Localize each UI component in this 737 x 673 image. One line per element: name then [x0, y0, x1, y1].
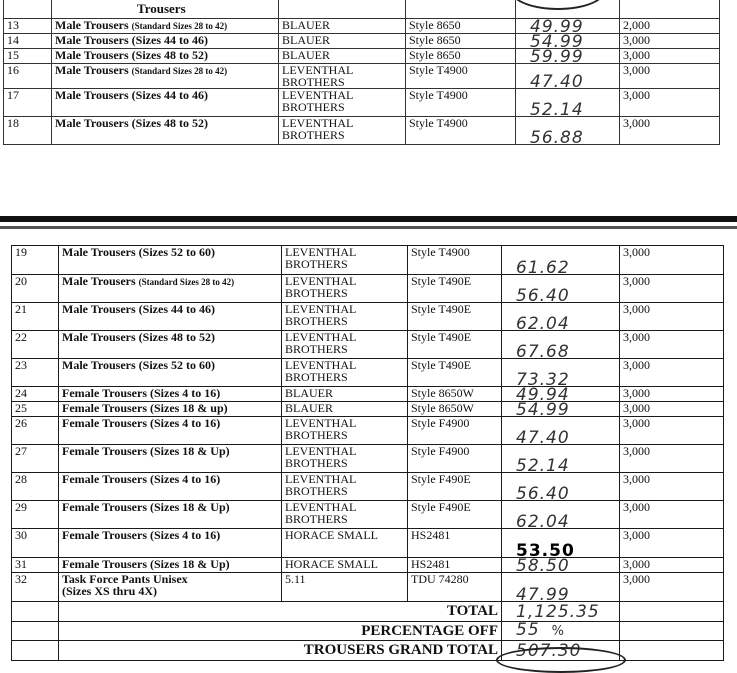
- item-name: Male Trousers: [55, 18, 129, 32]
- item-size: (Sizes 48 to 52): [131, 116, 208, 130]
- item-description: [52, 34, 279, 49]
- item-size: (Sizes 4 to 16): [149, 528, 221, 542]
- item-brand: 5.11: [282, 573, 408, 602]
- item-name: Male Trousers: [55, 88, 129, 102]
- item-size: (Sizes 52 to 60): [138, 358, 215, 372]
- item-quantity: 3,000: [620, 387, 724, 402]
- item-number: 28: [12, 473, 59, 501]
- item-size: (Sizes 18 & Up): [149, 444, 230, 458]
- item-brand: LEVENTHAL BROTHERS: [279, 64, 406, 89]
- table-row: [12, 417, 724, 445]
- item-price: 49.94: [502, 387, 620, 402]
- item-brand: BLAUER: [279, 19, 406, 34]
- table-row: [12, 445, 724, 473]
- item-name: Female Trousers: [62, 416, 147, 430]
- item-size: (Sizes 18 & up): [149, 401, 228, 415]
- table-row: [12, 275, 724, 303]
- item-style: Style T4900: [406, 64, 516, 89]
- section-header-label: Trousers: [52, 0, 279, 19]
- table-row: [12, 331, 724, 359]
- item-name: Male Trousers: [55, 116, 129, 130]
- item-style: HS2481: [408, 529, 502, 558]
- item-style: Style T490E: [408, 359, 502, 387]
- item-description: [59, 473, 282, 501]
- item-name: Male Trousers: [62, 302, 136, 316]
- item-price: 56.40: [502, 275, 620, 303]
- item-style: Style T490E: [408, 331, 502, 359]
- item-quantity: 3,000: [620, 501, 724, 529]
- item-number: 31: [12, 558, 59, 573]
- empty-cell: [620, 622, 724, 641]
- item-number: 14: [4, 34, 52, 49]
- total-value-text: 1,125.35: [516, 601, 600, 622]
- item-brand: HORACE SMALL: [282, 558, 408, 573]
- total-value: [502, 602, 620, 622]
- item-style: Style 8650W: [408, 402, 502, 417]
- percentage-label: PERCENTAGE OFF: [59, 622, 502, 641]
- item-price: 49.99: [516, 19, 620, 34]
- item-name: Male Trousers: [62, 330, 136, 344]
- item-description: [59, 331, 282, 359]
- item-name: Male Trousers: [62, 358, 136, 372]
- item-price: 61.62: [502, 246, 620, 275]
- item-description: [59, 417, 282, 445]
- percentage-row: [12, 622, 724, 641]
- item-price: 52.14: [516, 89, 620, 117]
- item-style: Style F490E: [408, 501, 502, 529]
- table-row: [12, 246, 724, 275]
- table-row: [4, 64, 720, 89]
- item-number: 13: [4, 19, 52, 34]
- item-quantity: 3,000: [620, 303, 724, 331]
- total-label: TOTAL: [59, 602, 502, 622]
- item-brand: LEVENTHAL BROTHERS: [282, 303, 408, 331]
- item-description: [52, 89, 279, 117]
- item-brand: LEVENTHAL BROTHERS: [282, 359, 408, 387]
- item-number: 20: [12, 275, 59, 303]
- item-style: Style 8650: [406, 34, 516, 49]
- item-size: (Sizes XS thru 4X): [62, 584, 157, 598]
- item-size: (Standard Sizes 28 to 42): [138, 277, 235, 287]
- section-header-row: [4, 0, 720, 19]
- table-row: [12, 473, 724, 501]
- item-style: Style T4900: [406, 117, 516, 145]
- item-number: 27: [12, 445, 59, 473]
- item-size: (Sizes 18 & Up): [149, 557, 230, 571]
- empty-cell: [12, 602, 59, 622]
- empty-cell: [620, 602, 724, 622]
- item-style: Style T4900: [406, 89, 516, 117]
- item-price: 73.32: [502, 359, 620, 387]
- item-quantity: 3,000: [620, 417, 724, 445]
- table-row: [12, 402, 724, 417]
- grand-total-circle-mark: [496, 647, 626, 673]
- item-price: 54.99: [516, 34, 620, 49]
- item-size: (Sizes 4 to 16): [149, 416, 221, 430]
- item-price: 56.40: [502, 473, 620, 501]
- item-size: (Sizes 48 to 52): [131, 48, 208, 62]
- item-description: [59, 501, 282, 529]
- total-row: [12, 602, 724, 622]
- item-name: Female Trousers: [62, 444, 147, 458]
- item-brand: LEVENTHAL BROTHERS: [282, 501, 408, 529]
- item-brand: LEVENTHAL BROTHERS: [282, 275, 408, 303]
- item-size: (Standard Sizes 28 to 42): [131, 66, 228, 76]
- item-price: 56.88: [516, 117, 620, 145]
- table-row: [12, 501, 724, 529]
- item-quantity: 3,000: [620, 117, 720, 145]
- item-name: Male Trousers: [55, 48, 129, 62]
- item-quantity: 3,000: [620, 246, 724, 275]
- item-number: 23: [12, 359, 59, 387]
- item-brand: BLAUER: [279, 34, 406, 49]
- item-style: HS2481: [408, 558, 502, 573]
- item-style: Style T490E: [408, 275, 502, 303]
- item-number: 24: [12, 387, 59, 402]
- item-description: [59, 387, 282, 402]
- table-row: [4, 34, 720, 49]
- item-quantity: 3,000: [620, 331, 724, 359]
- item-price: 59.99: [516, 49, 620, 64]
- page-separator: [0, 216, 737, 222]
- item-size: (Sizes 44 to 46): [131, 88, 208, 102]
- item-name: Female Trousers: [62, 386, 147, 400]
- item-quantity: 3,000: [620, 445, 724, 473]
- item-size: (Sizes 48 to 52): [138, 330, 215, 344]
- item-size: (Sizes 4 to 16): [149, 386, 221, 400]
- item-brand: LEVENTHAL BROTHERS: [282, 473, 408, 501]
- item-description: [52, 64, 279, 89]
- table-row: [12, 303, 724, 331]
- item-brand: BLAUER: [282, 387, 408, 402]
- item-number: 26: [12, 417, 59, 445]
- item-name: Female Trousers: [62, 500, 147, 514]
- item-quantity: 3,000: [620, 89, 720, 117]
- top-price-table: [3, 0, 720, 145]
- item-style: Style F490E: [408, 473, 502, 501]
- item-quantity: 3,000: [620, 359, 724, 387]
- percentage-value-text: 55: [516, 621, 540, 640]
- item-style: Style 8650: [406, 49, 516, 64]
- item-brand: BLAUER: [279, 49, 406, 64]
- table-row: [12, 359, 724, 387]
- item-number: 15: [4, 49, 52, 64]
- grand-total-label: TROUSERS GRAND TOTAL: [59, 641, 502, 661]
- table-row: [12, 573, 724, 602]
- item-name: Male Trousers: [55, 33, 129, 47]
- page-separator-shadow: [0, 226, 737, 229]
- percentage-value: [502, 622, 620, 641]
- item-number: 19: [12, 246, 59, 275]
- item-price: 47.99: [502, 573, 620, 602]
- item-quantity: 3,000: [620, 64, 720, 89]
- item-size: (Sizes 4 to 16): [149, 472, 221, 486]
- item-name: Female Trousers: [62, 472, 147, 486]
- item-quantity: 3,000: [620, 558, 724, 573]
- item-quantity: 3,000: [620, 275, 724, 303]
- item-description: [59, 529, 282, 558]
- item-number: 29: [12, 501, 59, 529]
- item-brand: BLAUER: [282, 402, 408, 417]
- item-style: Style T4900: [408, 246, 502, 275]
- item-size: (Sizes 18 & Up): [149, 500, 230, 514]
- item-price: 54.99: [502, 402, 620, 417]
- item-price: 67.68: [502, 331, 620, 359]
- item-description: [59, 402, 282, 417]
- item-price: 62.04: [502, 303, 620, 331]
- grand-total-value-text: 507.30: [516, 640, 582, 661]
- table-row: [4, 89, 720, 117]
- item-price: 52.14: [502, 445, 620, 473]
- item-description: [52, 49, 279, 64]
- item-description: [59, 303, 282, 331]
- item-brand: LEVENTHAL BROTHERS: [282, 445, 408, 473]
- item-size: (Sizes 44 to 46): [131, 33, 208, 47]
- item-quantity: 3,000: [620, 573, 724, 602]
- item-name: Task Force Pants Unisex: [62, 572, 188, 586]
- item-brand: LEVENTHAL BROTHERS: [282, 331, 408, 359]
- bottom-price-table: [11, 245, 724, 661]
- item-style: Style F4900: [408, 445, 502, 473]
- item-brand: HORACE SMALL: [282, 529, 408, 558]
- item-number: 18: [4, 117, 52, 145]
- table-row: [12, 558, 724, 573]
- item-description: [52, 117, 279, 145]
- item-description: [59, 558, 282, 573]
- item-style: TDU 74280: [408, 573, 502, 602]
- table-row: [4, 19, 720, 34]
- item-quantity: 3,000: [620, 402, 724, 417]
- item-style: Style 8650W: [408, 387, 502, 402]
- item-description: [59, 246, 282, 275]
- table-row: [4, 117, 720, 145]
- table-row: [4, 49, 720, 64]
- item-quantity: 3,000: [620, 473, 724, 501]
- item-style: Style 8650: [406, 19, 516, 34]
- item-quantity: 3,000: [620, 34, 720, 49]
- percent-sign: %: [551, 624, 565, 639]
- empty-cell: [620, 641, 724, 661]
- table-row: [12, 529, 724, 558]
- item-number: 17: [4, 89, 52, 117]
- item-name: Male Trousers: [55, 63, 129, 77]
- item-description: [59, 359, 282, 387]
- item-price: 62.04: [502, 501, 620, 529]
- empty-cell: [12, 641, 59, 661]
- item-name: Female Trousers: [62, 528, 147, 542]
- item-number: 22: [12, 331, 59, 359]
- item-name: Male Trousers: [62, 245, 136, 259]
- item-name: Female Trousers: [62, 401, 147, 415]
- item-description: [52, 19, 279, 34]
- item-price: 53.50: [502, 529, 620, 558]
- item-brand: LEVENTHAL BROTHERS: [282, 417, 408, 445]
- item-number: 30: [12, 529, 59, 558]
- item-brand: LEVENTHAL BROTHERS: [279, 89, 406, 117]
- item-style: Style F4900: [408, 417, 502, 445]
- item-price: 47.40: [502, 417, 620, 445]
- item-size: (Sizes 44 to 46): [138, 302, 215, 316]
- item-price: 47.40: [516, 64, 620, 89]
- item-brand: LEVENTHAL BROTHERS: [279, 117, 406, 145]
- item-description: [59, 445, 282, 473]
- item-quantity: 3,000: [620, 49, 720, 64]
- item-number: 21: [12, 303, 59, 331]
- item-number: 25: [12, 402, 59, 417]
- item-size: (Standard Sizes 28 to 42): [131, 21, 228, 31]
- item-size: (Sizes 52 to 60): [138, 245, 215, 259]
- item-number: 16: [4, 64, 52, 89]
- table-row: [12, 387, 724, 402]
- item-brand: LEVENTHAL BROTHERS: [282, 246, 408, 275]
- item-name: Male Trousers: [62, 274, 136, 288]
- empty-cell: [12, 622, 59, 641]
- item-quantity: 3,000: [620, 529, 724, 558]
- item-style: Style T490E: [408, 303, 502, 331]
- item-price: 58.50: [502, 558, 620, 573]
- item-quantity: 2,000: [620, 19, 720, 34]
- item-name: Female Trousers: [62, 557, 147, 571]
- item-description: [59, 275, 282, 303]
- item-description: [59, 573, 282, 602]
- item-number: 32: [12, 573, 59, 602]
